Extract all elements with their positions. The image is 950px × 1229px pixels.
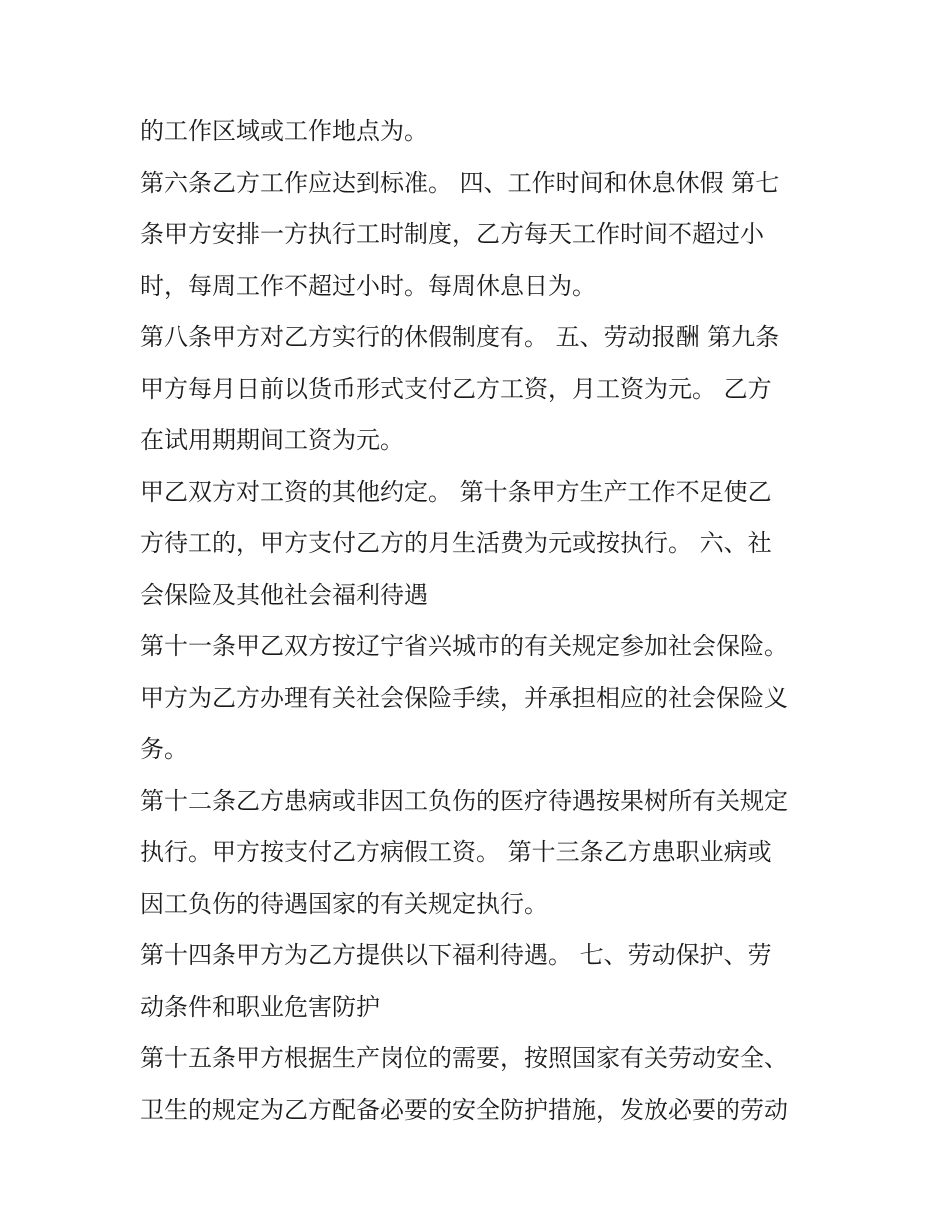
document-body	[140, 106, 812, 1136]
text-line: 第十二条乙方患病或非因工负伤的医疗待遇按果树所有关规定	[140, 786, 788, 815]
text-line: 务。	[140, 735, 188, 763]
text-line: 动条件和职业危害防护	[140, 992, 380, 1021]
text-line: 第六条乙方工作应达到标准。 四、工作时间和休息休假 第七	[140, 168, 780, 197]
text-line: 甲乙双方对工资的其他约定。 第十条甲方生产工作不足使乙	[140, 477, 772, 506]
text-line: 第十五条甲方根据生产岗位的需要，按照国家有关劳动安全、	[140, 1044, 788, 1072]
text-line: 甲方每月日前以货币形式支付乙方工资，月工资为元。 乙方	[140, 374, 772, 403]
text-line: 条甲方安排一方执行工时制度，乙方每天工作时间不超过小	[140, 220, 764, 248]
text-line: 第八条甲方对乙方实行的休假制度有。 五、劳动报酬 第九条	[140, 323, 780, 351]
text-line: 卫生的规定为乙方配备必要的安全防护措施，发放必要的劳动	[140, 1095, 788, 1124]
text-line: 因工负伤的待遇国家的有关规定执行。	[140, 889, 548, 918]
text-line: 甲方为乙方办理有关社会保险手续，并承担相应的社会保险义	[140, 683, 788, 712]
text-line: 方待工的，甲方支付乙方的月生活费为元或按执行。 六、社	[140, 529, 772, 557]
text-line: 第十一条甲乙双方按辽宁省兴城市的有关规定参加社会保险。	[140, 632, 788, 660]
text-line: 的工作区域或工作地点为。	[140, 117, 428, 145]
text-line: 时，每周工作不超过小时。每周休息日为。	[140, 271, 596, 300]
text-line: 执行。甲方按支付乙方病假工资。 第十三条乙方患职业病或	[140, 838, 772, 866]
text-line: 第十四条甲方为乙方提供以下福利待遇。 七、劳动保护、劳	[140, 941, 772, 969]
text-line: 在试用期期间工资为元。	[140, 426, 404, 454]
text-line: 会保险及其他社会福利待遇	[140, 580, 428, 609]
